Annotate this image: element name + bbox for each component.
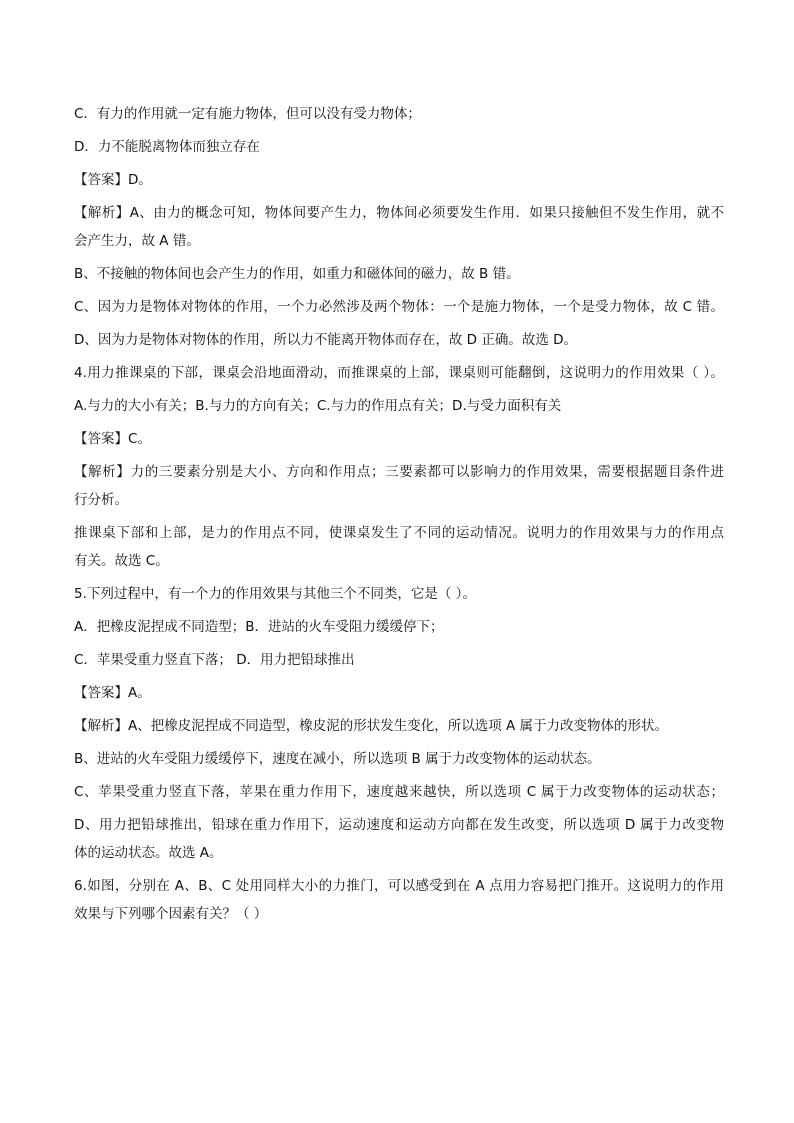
question-4-options: A.与力的大小有关；B.与力的方向有关；C.与力的作用点有关；D.与受力面积有关 <box>74 398 562 414</box>
question-5-options: A．把橡皮泥捏成不同造型；B．进站的火车受阻力缓缓停下； <box>74 619 444 635</box>
answer-line: 【答案】C。 <box>74 431 151 447</box>
question-4-line: 4.用力推课桌的下部，课桌会沿地面滑动，而推课桌的上部，课桌则可能翻倒，这说明力的作用效果（ ）。 <box>74 365 724 381</box>
question-5-line: 5.下列过程中，有一个力的作用效果与其他三个不同类，它是（ ）。 <box>74 586 476 602</box>
analysis-line: 体的运动状态。故选 A。 <box>74 845 223 861</box>
analysis-line: 推课桌下部和上部，是力的作用点不同，使课桌发生了不同的运动情况。说明力的作用效果与力的作用点 <box>74 525 724 541</box>
option-d-line: D．力不能脱离物体而独立存在 <box>74 139 260 155</box>
analysis-line: 【解析】力的三要素分别是大小、方向和作用点；三要素都可以影响力的作用效果，需要根据题目条件进 <box>74 464 724 480</box>
analysis-line: 【解析】A、由力的概念可知，物体间要产生力，物体间必须要发生作用．如果只接触但不发生作用，就不 <box>74 205 724 221</box>
analysis-line: 行分析。 <box>74 492 128 508</box>
question-6-line: 效果与下列哪个因素有关？（ ） <box>74 906 268 922</box>
analysis-line: D、用力把铅球推出，铅球在重力作用下，运动速度和运动方向都在发生改变，所以选项 D 属于力改变物 <box>74 817 724 833</box>
analysis-line: D、因为力是物体对物体的作用，所以力不能离开物体而存在，故 D 正确。故选 D。 <box>74 332 578 348</box>
analysis-line: 会产生力，故 A 错。 <box>74 233 200 249</box>
analysis-line: 【解析】A、把橡皮泥捏成不同造型，橡皮泥的形状发生变化，所以选项 A 属于力改变物体的形状。 <box>74 718 669 734</box>
question-6-line: 6.如图，分别在 A、B、C 处用同样大小的力推门，可以感受到在 A 点用力容易把门推开。这说明力的作用 <box>74 878 724 894</box>
document-body <box>74 100 724 933</box>
analysis-line: C、因为力是物体对物体的作用，一个力必然涉及两个物体：一个是施力物体，一个是受力物体，故 C 错。 <box>74 299 724 315</box>
analysis-line: C、苹果受重力竖直下落，苹果在重力作用下，速度越来越快，所以选项 C 属于力改变物体的运动状态； <box>74 784 724 800</box>
question-5-options: C．苹果受重力竖直下落； D．用力把铅球推出 <box>74 652 355 668</box>
option-c-line: C．有力的作用就一定有施力物体，但可以没有受力物体； <box>74 106 421 122</box>
analysis-line: B、不接触的物体间也会产生力的作用，如重力和磁体间的磁力，故 B 错。 <box>74 266 520 282</box>
answer-line: 【答案】A。 <box>74 685 151 701</box>
analysis-line: B、进站的火车受阻力缓缓停下，速度在减小，所以选项 B 属于力改变物体的运动状态。 <box>74 751 601 767</box>
answer-line: 【答案】D。 <box>74 172 152 188</box>
analysis-line: 有关。故选 C。 <box>74 553 169 569</box>
